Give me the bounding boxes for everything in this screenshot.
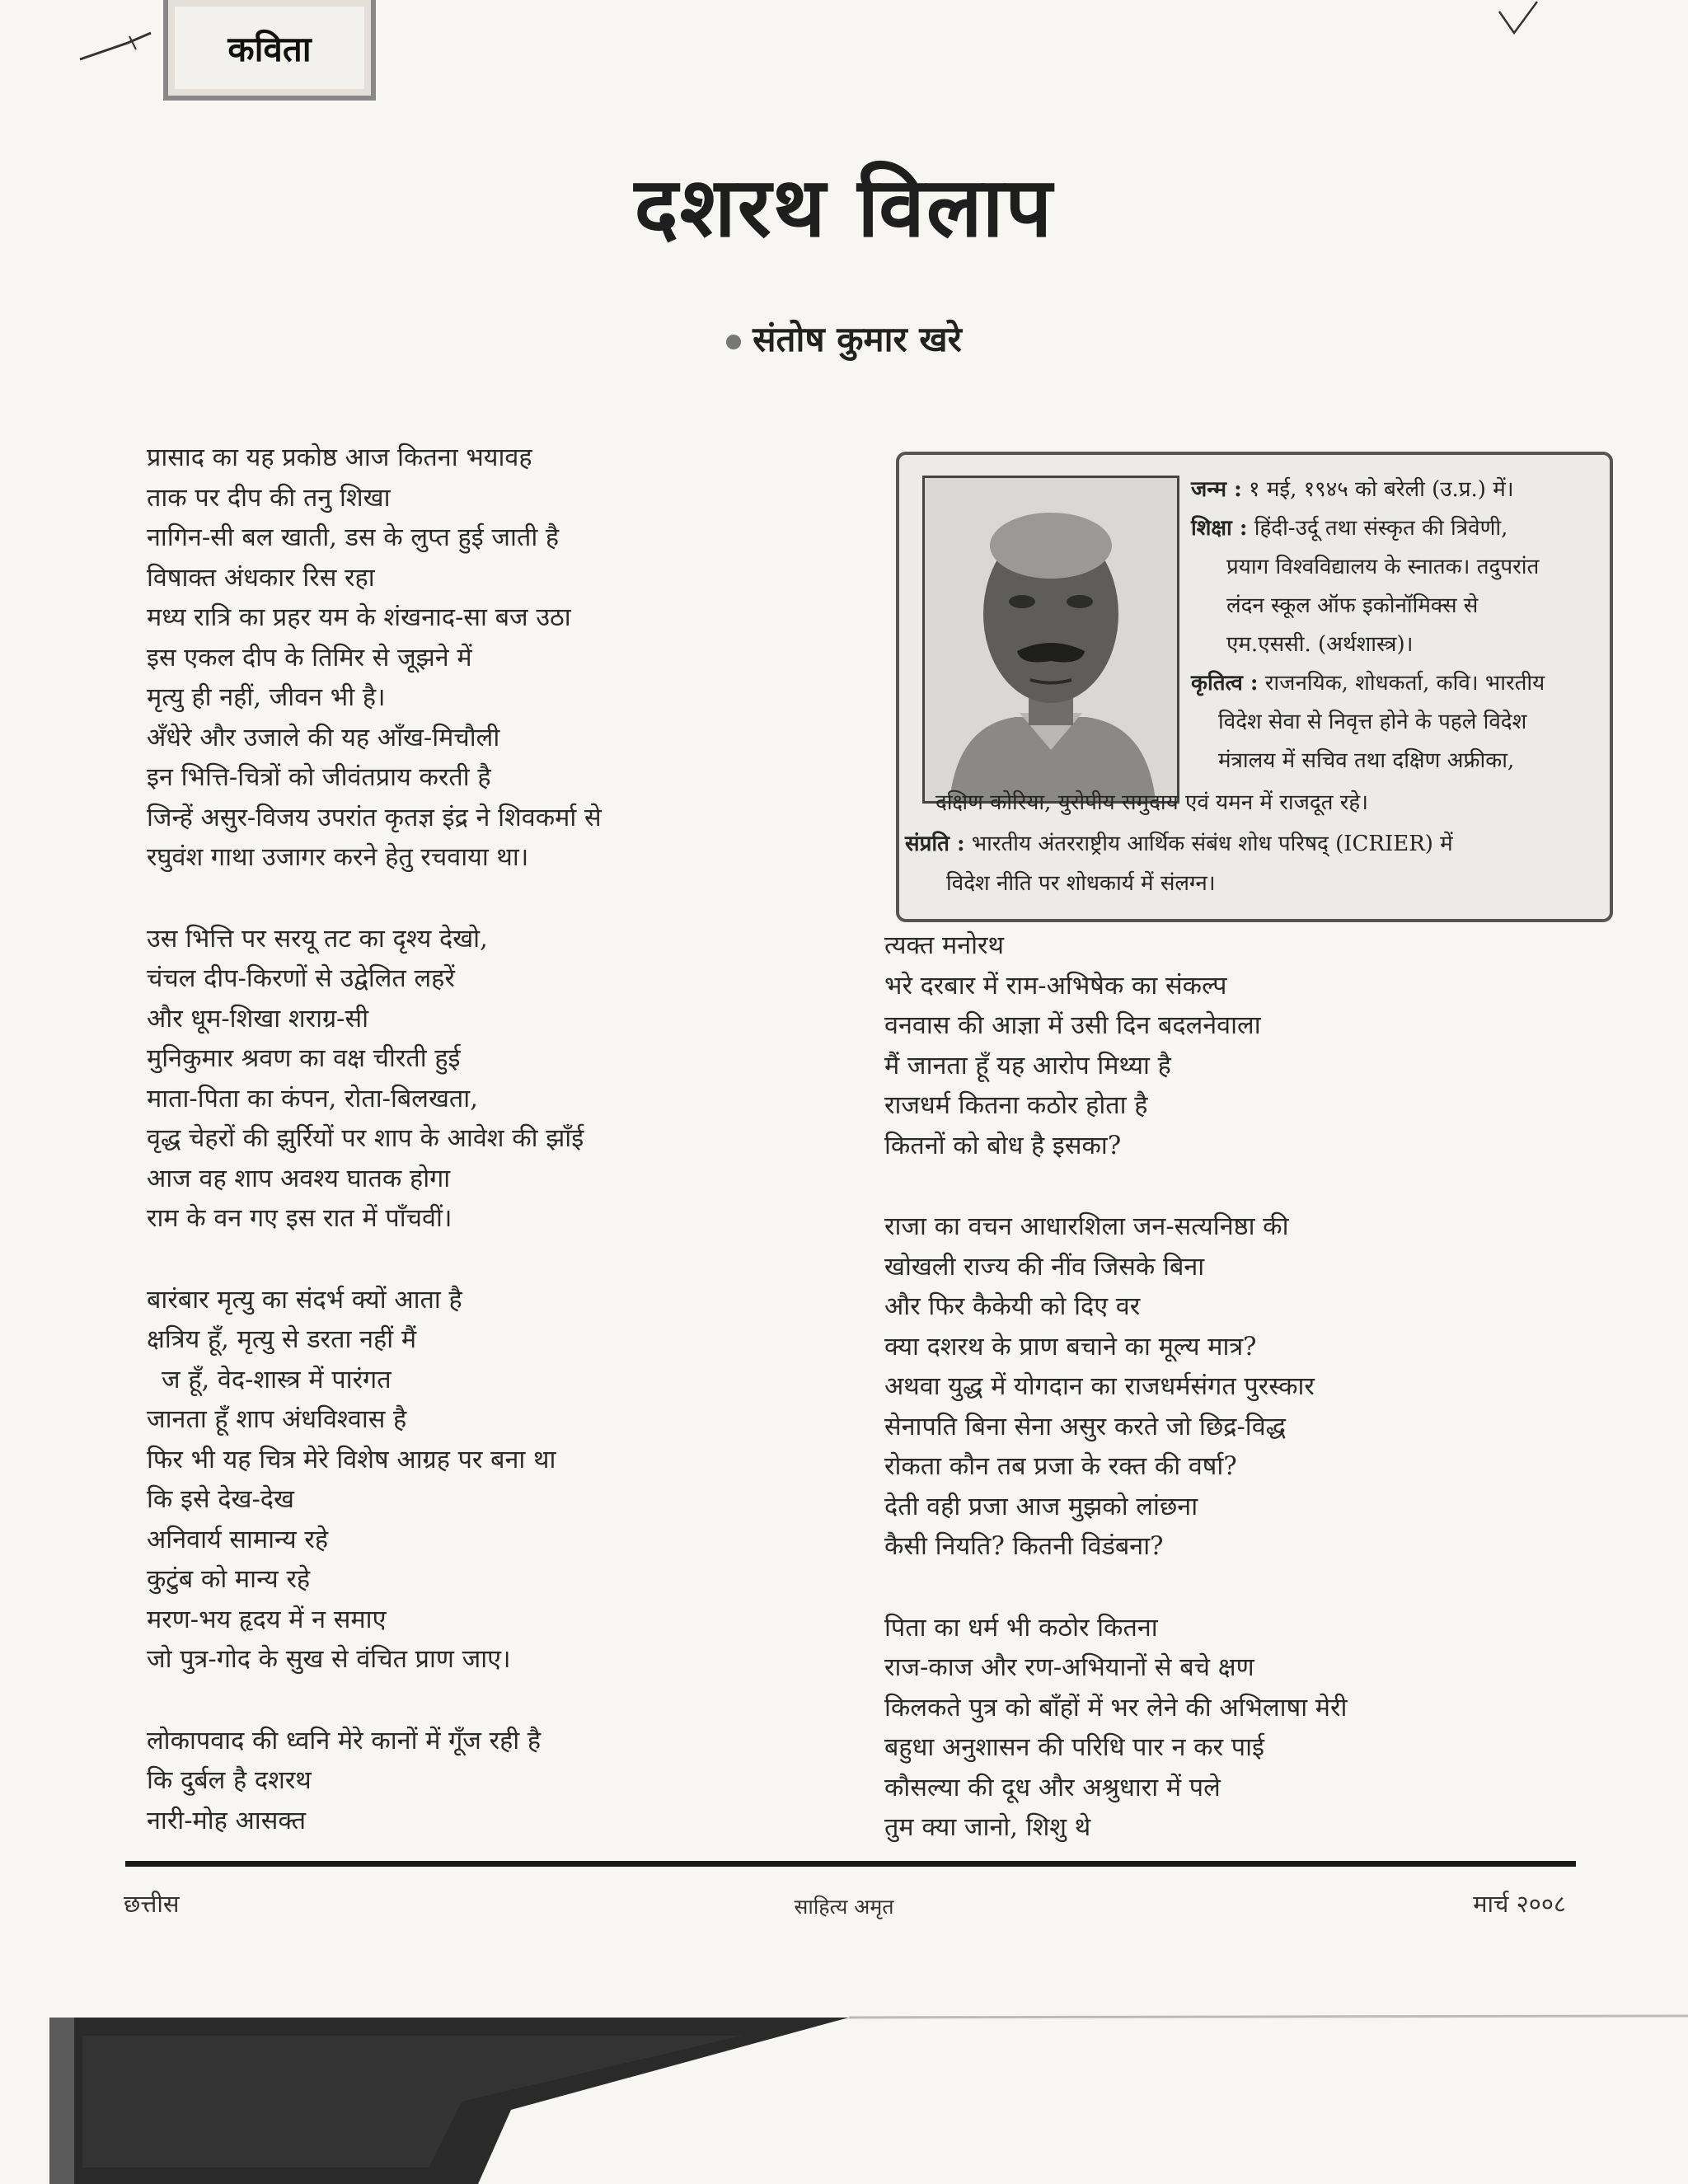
poem-line: प्रासाद का यह प्रकोष्ठ आज कितना भयावह — [147, 443, 532, 472]
poem-line: इन भित्ति-चित्रों को जीवंतप्राय करती है — [147, 763, 491, 792]
poem-line: ज हूँ, वेद-शास्त्र में पारंगत — [162, 1365, 392, 1394]
poem-line: माता-पिता का कंपन, रोता-बिलखता, — [147, 1084, 478, 1113]
bio-line-education: शिक्षा : हिंदी-उर्दू तथा संस्कृत की त्रिवेणी, — [1191, 516, 1508, 541]
poem-column-right — [884, 926, 1347, 1890]
poem-line: त्यक्त मनोरथ — [884, 931, 1004, 960]
bio-line: विदेश नीति पर शोधकार्य में संलग्न। — [946, 871, 1216, 896]
poem-line: बहुधा अनुशासन की परिधि पार न कर पाई — [884, 1733, 1264, 1762]
poem-line: भरे दरबार में राम-अभिषेक का संकल्प — [884, 971, 1227, 1001]
poem-line: मुनिकुमार श्रवण का वक्ष चीरती हुई — [147, 1044, 461, 1073]
bullet-icon — [726, 335, 741, 349]
poem-line: उस भित्ति पर सरयू तट का दृश्य देखो, — [147, 924, 488, 954]
poem-line: कौसल्या की दूध और अश्रुधारा में पले — [884, 1773, 1221, 1802]
bio-line: विदेश सेवा से निवृत्त होने के पहले विदेश — [1218, 710, 1527, 734]
page-number: छत्तीस — [124, 1890, 180, 1918]
issue-date: मार्च २००८ — [1473, 1890, 1566, 1918]
poem-line: विषाक्त अंधकार रिस रहा — [147, 563, 375, 593]
section-tag — [163, 0, 376, 101]
stanza — [884, 1207, 1347, 1568]
bio-line: प्रयाग विश्वविद्यालय के स्नातक। तदुपरांत — [1226, 555, 1540, 579]
poem-line: लोकापवाद की ध्वनि मेरे कानों में गूँज रही है — [147, 1726, 542, 1755]
poem-line: आज वह शाप अवश्य घातक होगा — [147, 1164, 451, 1193]
poem-line: अनिवार्य सामान्य रहे — [147, 1525, 329, 1554]
bio-line: लंदन स्कूल ऑफ इकोनॉमिक्स से — [1226, 593, 1479, 618]
poem-line: रोकता कौन तब प्रजा के रक्त की वर्षा? — [884, 1452, 1237, 1481]
poem-line: सेनापति बिना सेना असुर करते जो छिद्र-विद्ध — [884, 1412, 1287, 1441]
poem-line: कि इसे देख-देख — [147, 1485, 294, 1514]
poem-title: दशरथ विलाप — [634, 159, 1054, 255]
poem-line: मध्य रात्रि का प्रहर यम के शंखनाद-सा बज उठा — [147, 603, 571, 632]
stanza — [147, 1281, 602, 1680]
bio-label: शिक्षा : — [1191, 516, 1248, 541]
bio-label: जन्म : — [1191, 477, 1242, 502]
poem-line: जो पुत्र-गोद के सुख से वंचित प्राण जाए। — [147, 1645, 511, 1674]
poem-line: फिर भी यह चित्र मेरे विशेष आग्रह पर बना था — [147, 1445, 556, 1474]
bio-label: कृतित्व : — [1191, 671, 1259, 696]
poem-line: कैसी नियति? कितनी विडंबना? — [884, 1532, 1164, 1561]
stanza — [147, 438, 602, 879]
poem-column-left — [147, 438, 602, 1882]
poem-line: कुटुंब को मान्य रहे — [147, 1565, 311, 1594]
author-byline — [0, 315, 1688, 362]
poem-line: जानता हूँ शाप अंधविश्वास है — [147, 1405, 407, 1434]
pen-stroke-mark — [78, 31, 157, 61]
bio-line: दक्षिण कोरिया, युरोपीय समुदाय एवं यमन में राजदूत रहे। — [935, 790, 1369, 815]
stanza — [884, 1609, 1347, 1849]
poem-line: और धूम-शिखा शराग्र-सी — [147, 1004, 368, 1033]
poem-line: खोखली राज्य की नींव जिसके बिना — [884, 1252, 1205, 1282]
bio-label: संप्रति : — [905, 832, 965, 856]
poem-line: क्षत्रिय हूँ, मृत्यु से डरता नहीं मैं — [147, 1325, 417, 1354]
poem-line: जिन्हें असुर-विजय उपरांत कृतज्ञ इंद्र ने शिवकर्मा से — [147, 803, 602, 832]
bio-line-birth: जन्म : १ मई, १९४५ को बरेली (उ.प्र.) में। — [1191, 477, 1514, 502]
poem-line: मरण-भय हृदय में न समाए — [147, 1605, 387, 1634]
poem-line: नागिन-सी बल खाती, डस के लुप्त हुई जाती है — [147, 523, 560, 552]
bio-line: मंत्रालय में सचिव तथा दक्षिण अफ्रीका, — [1218, 748, 1515, 773]
stanza — [884, 926, 1347, 1166]
stanza — [147, 1722, 602, 1842]
poem-line: ताक पर दीप की तनु शिखा — [147, 483, 391, 513]
poem-line: कि दुर्बल है दशरथ — [147, 1766, 312, 1795]
footer-rule — [125, 1861, 1576, 1867]
poem-line: किलकते पुत्र को बाँहों में भर लेने की अभिलाषा मेरी — [884, 1693, 1348, 1722]
bio-line: एम.एससी. (अर्थशास्त्र)। — [1226, 632, 1414, 657]
poem-line: राजधर्म कितना कठोर होता है — [884, 1091, 1148, 1120]
poem-line: क्या दशरथ के प्राण बचाने का मूल्य मात्र? — [884, 1332, 1257, 1361]
poem-line: अँधेरे और उजाले की यह आँख-मिचौली — [147, 723, 500, 752]
bio-line-current: संप्रति : भारतीय अंतरराष्ट्रीय आर्थिक संबंध शोध परिषद् (ICRIER) में — [905, 832, 1453, 856]
poem-line: मृत्यु ही नहीं, जीवन भी है। — [147, 683, 386, 712]
bio-line-works: कृतित्व : राजनयिक, शोधकर्ता, कवि। भारतीय — [1191, 671, 1545, 696]
poem-line: देती वही प्रजा आज मुझको लांछना — [884, 1492, 1198, 1521]
poem-line: कितनों को बोध है इसका? — [884, 1131, 1122, 1160]
poem-line: वृद्ध चेहरों की झुर्रियों पर शाप के आवेश की झाँई — [147, 1124, 584, 1153]
poem-line: इस एकल दीप के तिमिर से जूझने में — [147, 643, 472, 673]
poem-line: और फिर कैकेयी को दिए वर — [884, 1292, 1141, 1321]
poem-line: राम के वन गए इस रात में पाँचवीं। — [147, 1204, 452, 1233]
poem-line: रघुवंश गाथा उजागर करने हेतु रचवाया था। — [147, 843, 529, 872]
author-portrait-image — [925, 478, 1177, 801]
poem-line: बारंबार मृत्यु का संदर्भ क्यों आता है — [147, 1285, 462, 1315]
poem-line: मैं जानता हूँ यह आरोप मिथ्या है — [884, 1051, 1171, 1080]
section-tag-label: कविता — [227, 28, 312, 69]
magazine-name: साहित्य अमृत — [794, 1895, 894, 1919]
poem-line: वनवास की आज्ञा में उसी दिन बदलनेवाला — [884, 1011, 1261, 1040]
poem-line: तुम क्या जानो, शिशु थे — [884, 1813, 1091, 1842]
check-mark-icon — [1496, 0, 1541, 37]
author-photo — [922, 476, 1179, 804]
author-name: संतोष कुमार खरे — [753, 319, 962, 359]
scan-edge-band — [0, 2011, 1688, 2184]
poem-line: चंचल दीप-किरणों से उद्वेलित लहरें — [147, 964, 455, 993]
poem-line: राजा का वचन आधारशिला जन-सत्यनिष्ठा की — [884, 1212, 1289, 1241]
poem-line: राज-काज और रण-अभियानों से बचे क्षण — [884, 1653, 1254, 1682]
stanza — [147, 920, 602, 1240]
poem-line: अथवा युद्ध में योगदान का राजधर्मसंगत पुरस्कार — [884, 1372, 1315, 1401]
poem-line: नारी-मोह आसक्त — [147, 1806, 307, 1835]
poem-line: पिता का धर्म भी कठोर कितना — [884, 1613, 1158, 1643]
